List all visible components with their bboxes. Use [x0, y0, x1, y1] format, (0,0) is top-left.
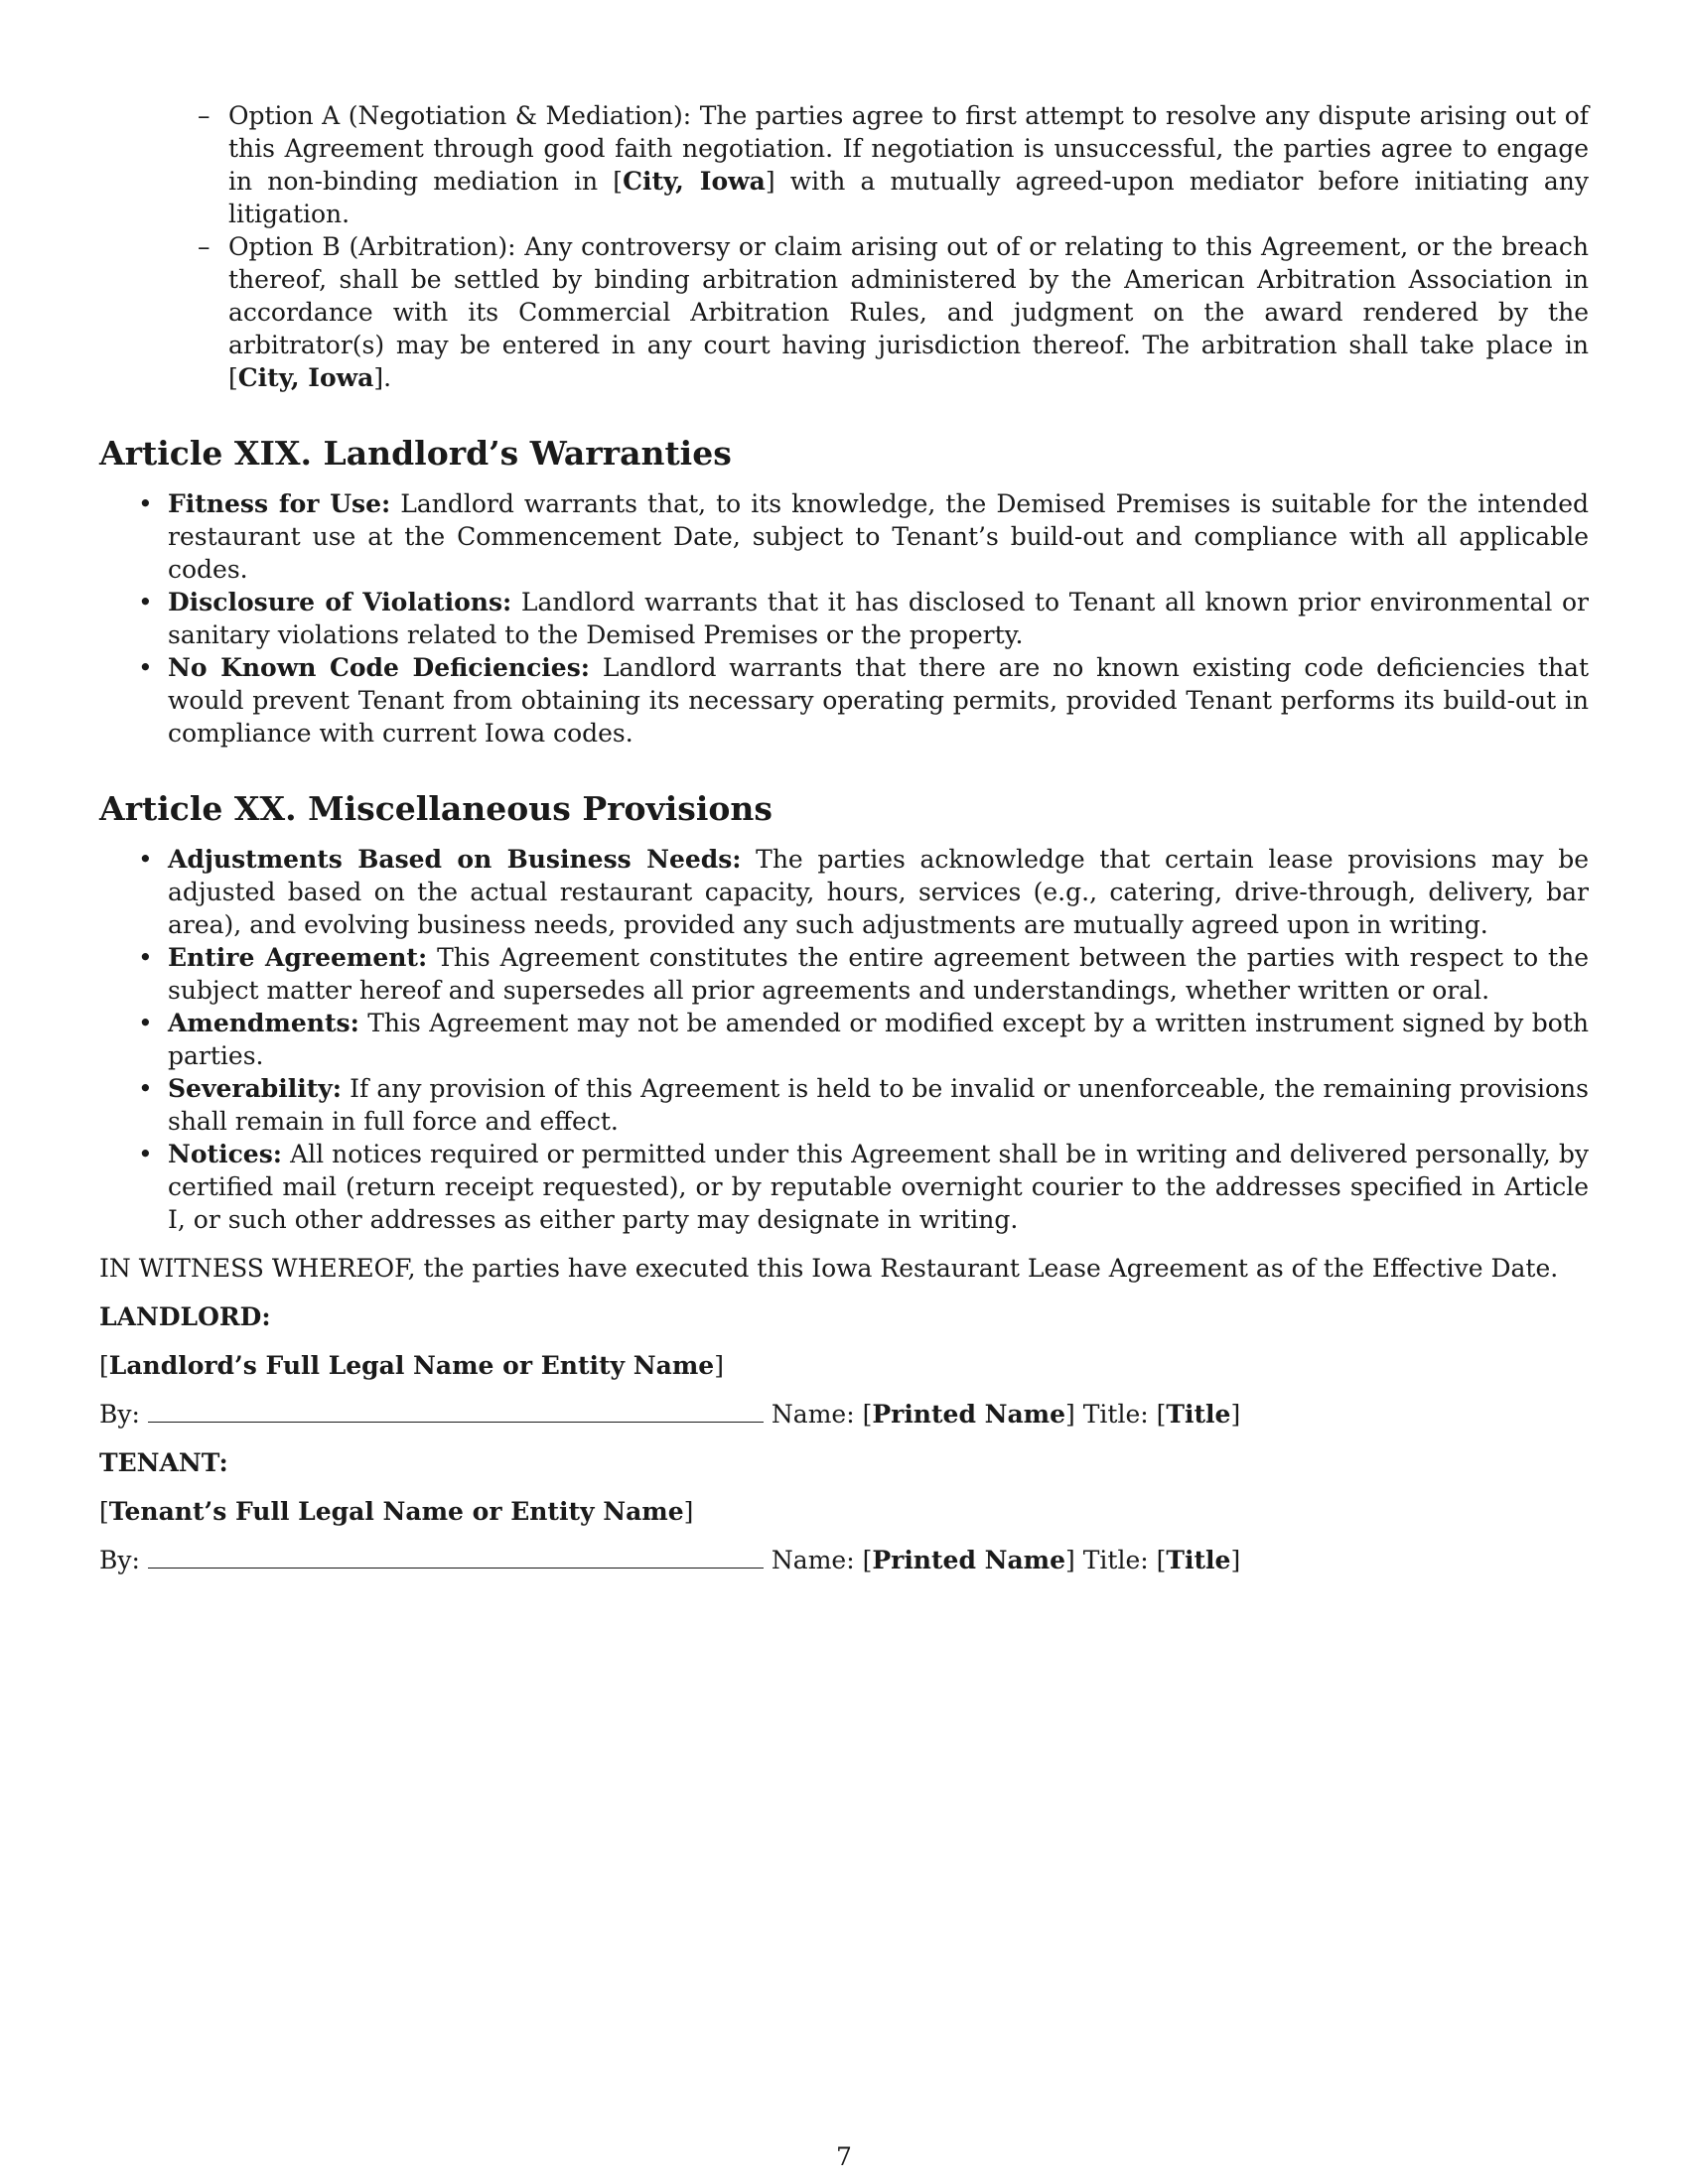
witness-clause: IN WITNESS WHEREOF, the parties have executed this Iowa Restaurant Lease Agreement as of the Effective Date. [99, 1254, 1559, 1283]
landlord-entity: [Landlord’s Full Legal Name or Entity Name] [99, 1351, 724, 1380]
dispute-option-b: – Option B (Arbitration): Any controversy or claim arising out of or relating to this Agreement, or the breach thereof, shall be settled by binding arbitration administered by the American Arbitration Association in accordance with its Commercial Arbitration Rules, and judgment on the award rendered by the arbitrator(s) may be entered in any court having jurisdiction thereof. The arbitration shall take place in [City, Iowa]. [228, 230, 1589, 394]
placeholder-city: City, Iowa [237, 363, 374, 392]
tenant-signature-blank[interactable] [148, 1544, 764, 1569]
article-20-list [168, 843, 1589, 1236]
dispute-option-a: – Option A (Negotiation & Mediation): The parties agree to first attempt to resolve any dispute arising out of this Agreement through good faith negotiation. If negotiation is unsuccessful, the parties agree to engage in non-binding mediation in [City, Iowa] with a mutually agreed-upon mediator before initiating any litigation. [228, 99, 1589, 230]
article-19-heading: Article XIX. Landlord’s Warranties [99, 434, 732, 473]
page-number: 7 [836, 2142, 852, 2171]
document-page [99, 99, 1589, 1576]
tenant-entity: [Tenant’s Full Legal Name or Entity Name] [99, 1497, 694, 1526]
list-item: • Adjustments Based on Business Needs: The parties acknowledge that certain lease provisions may be adjusted based on the actual restaurant capacity, hours, services (e.g., catering, drive-through, delivery, bar area), and evolving business needs, provided any such adjustments are mutually agreed upon in writing. [168, 843, 1589, 941]
landlord-signature-blank[interactable] [148, 1398, 764, 1423]
list-item: • Severability: If any provision of this Agreement is held to be invalid or unenforceable, the remaining provisions shall remain in full force and effect. [168, 1072, 1589, 1138]
tenant-signature-line: By: Name: [Printed Name] Title: [Title] [99, 1546, 1241, 1574]
article-20-heading: Article XX. Miscellaneous Provisions [99, 789, 773, 828]
landlord-signature-line: By: Name: [Printed Name] Title: [Title] [99, 1400, 1241, 1429]
landlord-label: LANDLORD: [99, 1302, 271, 1331]
list-item: • Entire Agreement: This Agreement constitutes the entire agreement between the parties with respect to the subject matter hereof and supersedes all prior agreements and understandings, whether written or oral. [168, 941, 1589, 1007]
dispute-options-list [228, 99, 1589, 394]
placeholder-city: City, Iowa [623, 167, 766, 196]
list-item: • Disclosure of Violations: Landlord warrants that it has disclosed to Tenant all known prior environmental or sanitary violations related to the Demised Premises or the property. [168, 586, 1589, 651]
tenant-label: TENANT: [99, 1448, 228, 1477]
article-19-list [168, 487, 1589, 750]
list-item: • Notices: All notices required or permitted under this Agreement shall be in writing and delivered personally, by certified mail (return receipt requested), or by reputable overnight courier to the addresses specified in Article I, or such other addresses as either party may designate in writing. [168, 1138, 1589, 1236]
list-item: • Amendments: This Agreement may not be amended or modified except by a written instrument signed by both parties. [168, 1007, 1589, 1072]
list-item: • Fitness for Use: Landlord warrants that, to its knowledge, the Demised Premises is suitable for the intended restaurant use at the Commencement Date, subject to Tenant’s build-out and compliance with all applicable codes. [168, 487, 1589, 586]
list-item: • No Known Code Deficiencies: Landlord warrants that there are no known existing code deficiencies that would prevent Tenant from obtaining its necessary operating permits, provided Tenant performs its build-out in compliance with current Iowa codes. [168, 651, 1589, 750]
